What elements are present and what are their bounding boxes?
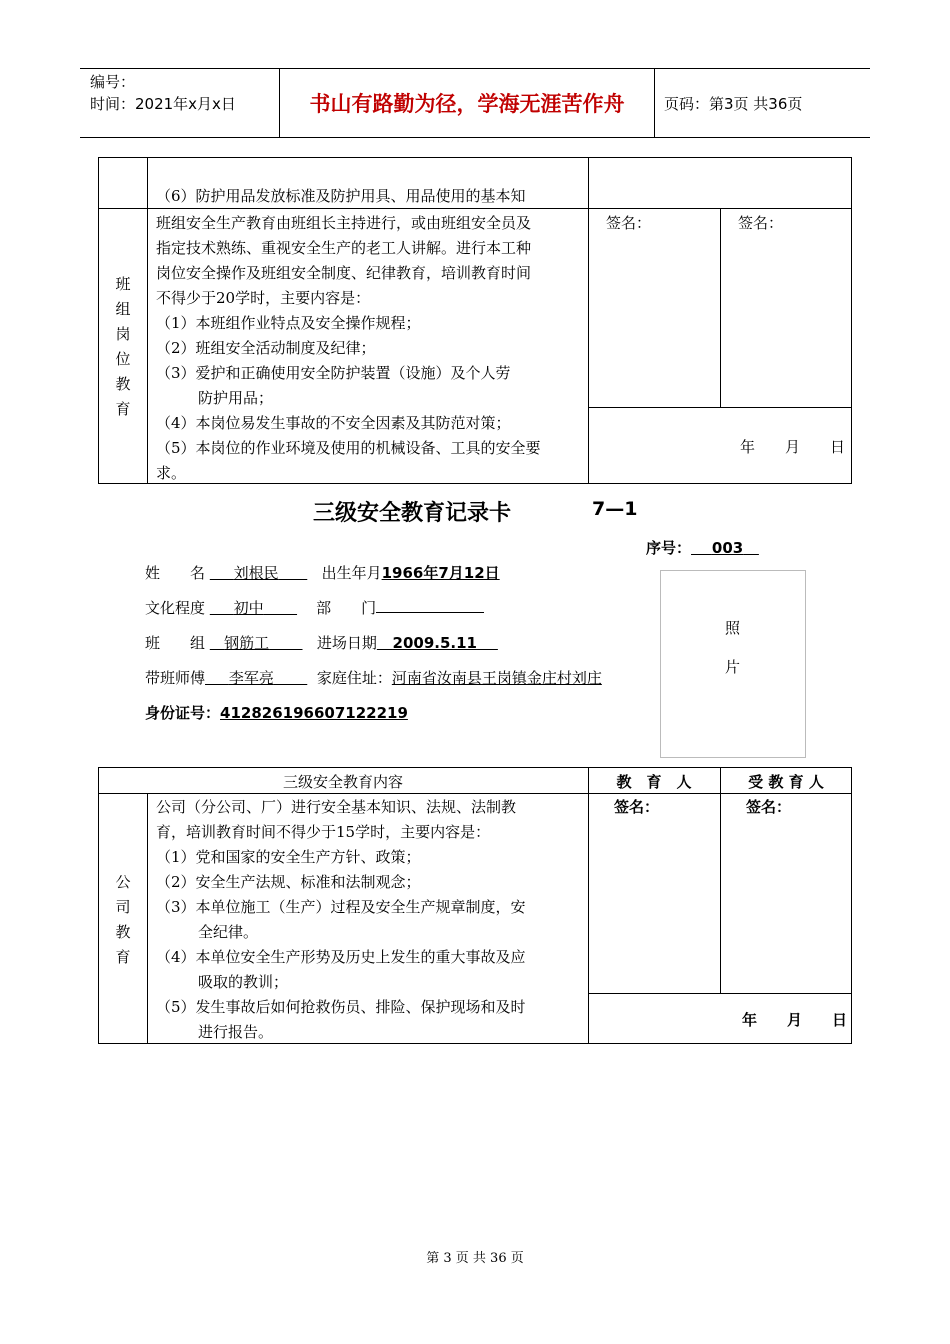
team-row: 班 组 钢筋工 进场日期 2009.5.11 (145, 634, 477, 652)
card-code: 7—1 (592, 498, 638, 520)
photo-label-2: 片 (725, 658, 741, 676)
name-row: 姓 名 刘根民 出生年月1966年7月12日 (145, 564, 500, 582)
card-title: 三级安全教育记录卡 (313, 501, 512, 526)
col-content-header: 三级安全教育内容 (282, 773, 403, 791)
mentor-value: 李军亮 (228, 669, 274, 687)
header-page-info: 页码：第3页 共36页 (664, 94, 803, 113)
team-value: 钢筋工 (224, 634, 270, 652)
serial-row: 序号： 003 (646, 539, 744, 557)
company-section-label: 公 司 教 育 (115, 873, 131, 966)
entry-value: 2009.5.11 (392, 634, 477, 652)
number-label: 编号： (90, 73, 136, 91)
birth-value: 1966年7月12日 (381, 564, 500, 582)
name-value: 刘根民 (233, 564, 279, 582)
dept-value (376, 598, 484, 613)
page-header (80, 68, 870, 138)
company-trainee-sign: 签名： (746, 798, 792, 816)
id-row: 身份证号：412826196607122219 (145, 704, 408, 722)
time-label: 时间：2021年x月x日 (90, 95, 236, 113)
continuation-item: （6）防护用品发放标准及防护用具、用品使用的基本知 (156, 187, 526, 205)
company-educator-sign: 签名： (614, 798, 660, 816)
company-section-content: 公司（分公司、厂）进行安全基本知识、法规、法制教 育，培训教育时间不得少于15学时，主要内容是： （1）党和国家的安全生产方针、政策； （2）安全生产法规、标准和法制观念； （3）本单位施工（生产）过程及安全生产规章制度，安 全纪律。 （4）本单位安全生产形势及历史上发生的重大事故及应 吸取的教训； （5）发生事故后如何抢救伤员、排险、保护现场和及时 进行报告。 (156, 798, 526, 1041)
page-footer: 第 3 页 共 36 页 (426, 1251, 524, 1266)
team-section-content: 班组安全生产教育由班组长主持进行，或由班组安全员及 指定技术熟练、重视安全生产的老工人讲解。进行本工种 岗位安全操作及班组安全制度、纪律教育，培训教育时间 不得少于20学时，主要内容是： （1）本班组作业特点及安全操作规程； （2）班组安全活动制度及纪律； （3）爱护和正确使用安全防护装置（设施）及个人劳 防护用品； （4）本岗位易发生事故的不安全因素及其防范对策； （5）本岗位的作业环境及使用的机械设备、工具的安全要 求。 (156, 214, 541, 482)
team-date-label: 年 月 日 (740, 438, 846, 456)
col-educator-header: 教 育 人 (616, 773, 692, 791)
team-trainee-sign: 签名： (738, 214, 784, 232)
company-date-label: 年 月 日 (742, 1011, 848, 1029)
serial-value: 003 (711, 539, 744, 557)
team-section-label: 班 组 岗 位 教 育 (115, 275, 131, 418)
photo-box (660, 570, 806, 758)
education-row: 文化程度 初中 部 门 (145, 597, 484, 618)
id-value: 412826196607122219 (220, 704, 408, 722)
header-motto: 书山有路勤为径，学海无涯苦作舟 (280, 69, 655, 137)
header-meta (80, 69, 280, 137)
education-value: 初中 (233, 599, 264, 617)
photo-label-1: 照 (725, 619, 741, 637)
mentor-row: 带班师傅 李军亮 家庭住址：河南省汝南县王岗镇金庄村刘庄 (145, 669, 602, 687)
col-trainee-header: 受 教 育 人 (748, 773, 824, 791)
team-educator-sign: 签名： (606, 214, 652, 232)
address-value: 河南省汝南县王岗镇金庄村刘庄 (391, 669, 602, 687)
